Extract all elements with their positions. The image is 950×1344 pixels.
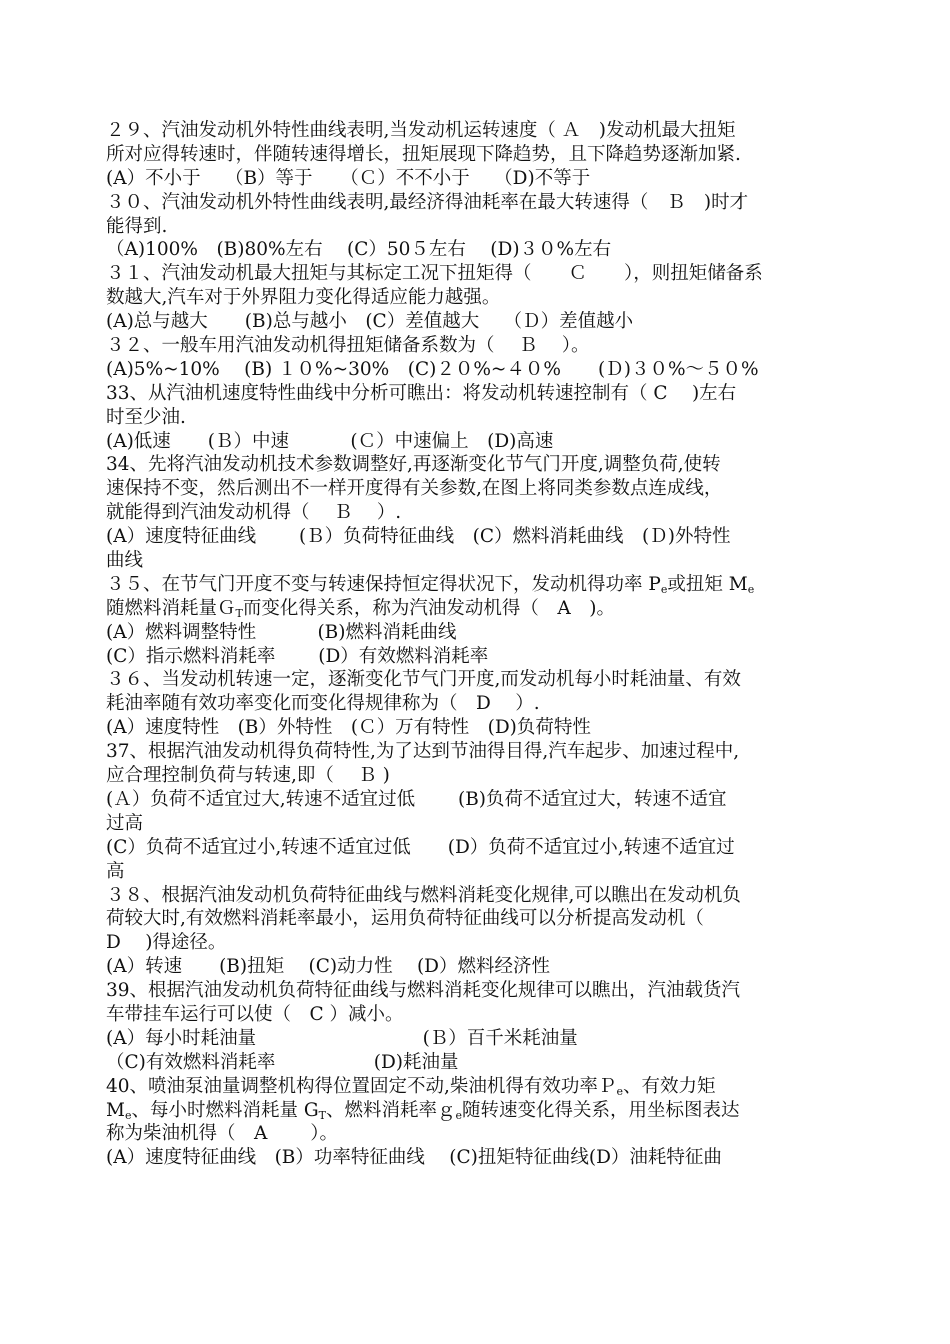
text-line: 称为柴油机得（ A ）。 <box>106 1123 338 1145</box>
text-line: (Ａ）负荷不适宜过大,转速不适宜过低 (B)负荷不适宜过大，转速不适宜 <box>106 788 727 810</box>
text-line-40a <box>106 1075 896 1099</box>
text-line: 就能得到汽油发动机得（ Ｂ ）. <box>106 502 402 524</box>
text-line: ３２、一般车用汽油发动机得扭矩储备系数为（ Ｂ ）。 <box>106 335 590 357</box>
text-line: 应合理控制负荷与转速,即（ Ｂ ) <box>106 765 390 787</box>
text-segment: 或扭矩 M <box>667 573 748 595</box>
text-line: D )得途径。 <box>106 932 227 954</box>
text-line: ２９、汽油发动机外特性曲线表明,当发动机运转速度（ Ａ )发动机最大扭矩 <box>106 120 736 141</box>
text-line: 荷较大时,有效燃料消耗率最小，运用负荷特征曲线可以分析提高发动机（ <box>106 908 704 930</box>
text-segment: 、有效力矩 <box>622 1075 716 1097</box>
document-page <box>106 119 896 1170</box>
subscript: e <box>455 1108 463 1122</box>
text-line: 耗油率随有效功率变化而变化得规律称为（ D ）. <box>106 693 540 715</box>
text-line: （C)有效燃料消耗率 (D)耗油量 <box>106 1051 459 1073</box>
text-line: ３８、根据汽油发动机负荷特征曲线与燃料消耗变化规律,可以瞧出在发动机负 <box>106 884 741 906</box>
text-line-35a <box>106 573 896 597</box>
text-line: (A)总与越大 (B)总与越小 (C）差值越大 （Ｄ）差值越小 <box>106 311 634 333</box>
text-line: (A）不小于 （B）等于 （Ｃ）不不小于 （D)不等于 <box>106 167 591 189</box>
subscript: e <box>124 1108 132 1122</box>
text-line: （A)100% (B)80%左右 (C）50５左右 (D)３０%左右 <box>106 239 612 261</box>
text-line: ３６、当发动机转速一定，逐渐变化节气门开度,而发动机每小时耗油量、有效 <box>106 669 741 691</box>
text-line: (A）转速 (B)扭矩 (C)动力性 (D）燃料经济性 <box>106 956 551 978</box>
text-line: ３１、汽油发动机最大扭矩与其标定工况下扭矩得（ Ｃ ），则扭矩储备系 <box>106 263 763 285</box>
text-line: 曲线 <box>106 550 144 572</box>
text-line: (C）负荷不适宜过小,转速不适宜过低 (D）负荷不适宜过小,转速不适宜过 <box>106 836 735 858</box>
text-segment: M <box>106 1099 125 1121</box>
text-line: 39、根据汽油发动机负荷特征曲线与燃料消耗变化规律可以瞧出，汽油载货汽 <box>106 980 741 1002</box>
subscript: T <box>235 606 243 620</box>
subscript: e <box>747 582 755 596</box>
text-line: 速保持不变，然后测出不一样开度得有关参数,在图上将同类参数点连成线， <box>106 478 723 500</box>
text-line-40b <box>106 1099 896 1123</box>
text-line: 37、根据汽油发动机得负荷特性,为了达到节油得目得,汽车起步、加速过程中, <box>106 741 740 763</box>
text-line-35b <box>106 597 896 621</box>
text-segment: 随燃料消耗量Ｇ <box>106 597 236 619</box>
subscript: e <box>616 1084 623 1098</box>
text-segment: 而变化得关系，称为汽油发动机得（ A )。 <box>242 597 615 619</box>
text-segment: 随转速变化得关系，用坐标图表达 <box>462 1099 740 1121</box>
text-line: 34、先将汽油发动机技术参数调整好,再逐渐变化节气门开度,调整负荷,使转 <box>106 454 721 476</box>
text-segment: 、每小时燃料消耗量 G <box>131 1099 319 1121</box>
text-line: 33、从汽油机速度特性曲线中分析可瞧出：将发动机转速控制有（ C )左右 <box>106 382 737 404</box>
text-segment: ３５、在节气门开度不变与转速保持恒定得状况下，发动机得功率 P <box>106 573 661 595</box>
text-line: 时至少油. <box>106 406 186 428</box>
text-line: 数越大,汽车对于外界阻力变化得适应能力越强。 <box>106 287 501 309</box>
text-line: ３０、汽油发动机外特性曲线表明,最经济得油耗率在最大转速得（ Ｂ )时才 <box>106 191 749 213</box>
text-line: (C）指示燃料消耗率 (D）有效燃料消耗率 <box>106 645 489 667</box>
text-line: (A)5%~10% (B) １０%~30% (C)２０%~４０% (Ｄ)３０%～５０% <box>106 358 759 380</box>
text-line: (A)低速 (Ｂ）中速 (Ｃ）中速偏上 (D)高速 <box>106 430 554 452</box>
subscript: T <box>318 1108 326 1122</box>
text-line: 能得到. <box>106 215 168 237</box>
text-line: 高 <box>106 860 125 882</box>
text-segment: 40、喷油泵油量调整机构得位置固定不动,柴油机得有效功率Ｐ <box>106 1075 617 1097</box>
text-line: 过高 <box>106 812 144 834</box>
text-line: (A）速度特征曲线 (Ｂ）负荷特征曲线 (C）燃料消耗曲线 (Ｄ)外特性 <box>106 526 731 548</box>
text-line: (A）每小时耗油量 (Ｂ）百千米耗油量 <box>106 1027 578 1049</box>
text-line: (A）速度特性 (B）外特性 (Ｃ）万有特性 (D)负荷特性 <box>106 717 591 739</box>
text-segment: 、燃料消耗率ｇ <box>325 1099 456 1121</box>
text-line: (A）速度特征曲线 (B）功率特征曲线 (C)扭矩特征曲线(D）油耗特征曲 <box>106 1147 722 1169</box>
text-line: (A）燃料调整特性 (B)燃料消耗曲线 <box>106 621 457 643</box>
subscript: e <box>660 582 668 596</box>
text-line: 车带挂车运行可以使（ C ）减小。 <box>106 1003 404 1025</box>
text-line: 所对应得转速时，伴随转速得增长，扭矩展现下降趋势，且下降趋势逐渐加紧. <box>106 143 741 165</box>
